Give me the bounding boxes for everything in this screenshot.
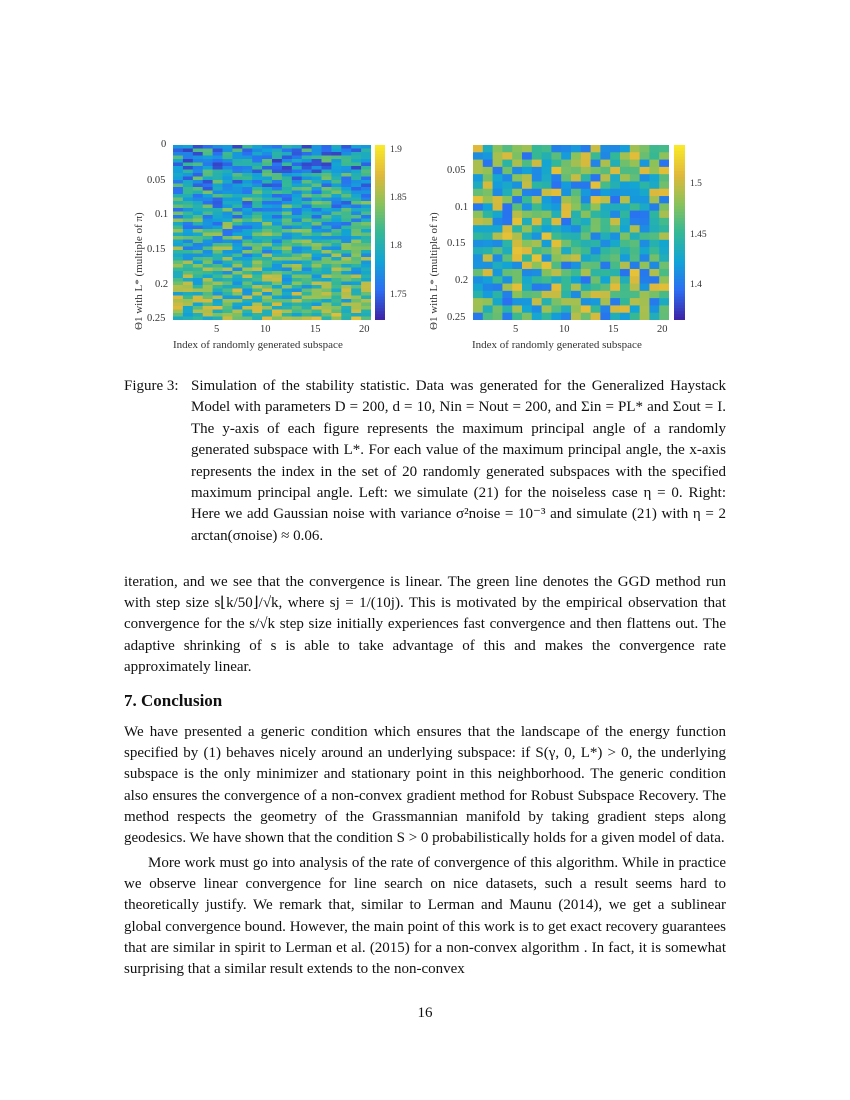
body-paragraph: We have presented a generic condition which ensures that the landscape of the energy function specified by (1) behaves nicely around an underlying subspace: if S(γ, 0, L*) > 0, the underlying subspace is the only minimizer and stationary point in this neighborhood. The generic condition also ensures the convergence of a non-convex gradient method for Robust Subspace Recovery. The method respects the geometry of the Grassmannian manifold by taking gradient steps along geodesics. We have shown that the condition S > 0 probabilistically holds for a given model of data. — [124, 724, 726, 847]
right-y-tick: 0.05 — [447, 165, 466, 176]
left-colorbar-tick: 1.8 — [390, 241, 402, 251]
left-colorbar-tick: 1.75 — [390, 290, 407, 300]
left-x-tick: 10 — [260, 324, 271, 335]
figure-caption-label: Figure 3: — [124, 378, 179, 394]
left-heatmap — [173, 145, 371, 320]
left-colorbar-tick: 1.9 — [390, 145, 402, 155]
right-colorbar-tick: 1.45 — [690, 230, 707, 240]
right-colorbar — [674, 145, 685, 320]
left-colorbar — [375, 145, 385, 320]
right-y-tick: 0.25 — [447, 312, 466, 323]
left-x-tick: 5 — [214, 324, 220, 335]
right-colorbar-tick: 1.4 — [690, 280, 702, 290]
figure-caption — [124, 376, 726, 547]
right-heatmap — [473, 145, 669, 320]
right-x-tick: 15 — [608, 324, 619, 335]
left-y-tick: 0 — [161, 139, 167, 150]
figure-caption-text: Simulation of the stability statistic. Data was generated for the Generalized Haystack Model with parameters D = 200, d = 10, Nin = Nout = 200, and Σin = PL* and Σout = I. The y-axis of each figure represents the maximum principal angle of a randomly generated subspace with L*. For each value of the maximum principal angle, the x-axis represents the index in the set of 20 randomly generated subspaces with the specified maximum principal angle. Left: we simulate (21) for the noiseless case η = 0. Right: Here we add Gaussian noise with variance σ²noise = 10⁻³ and simulate (21) with η = 2 arctan(σnoise) ≈ 0.06. — [191, 378, 726, 544]
left-y-tick: 0.2 — [155, 279, 169, 290]
left-y-tick: 0.05 — [147, 175, 166, 186]
right-x-axis-label: Index of randomly generated subspace — [472, 339, 642, 351]
right-y-tick: 0.15 — [447, 238, 466, 249]
right-y-axis-label: Θ1 with L* (multiple of π) — [428, 212, 440, 330]
right-colorbar-tick: 1.5 — [690, 179, 702, 189]
right-y-tick: 0.2 — [455, 275, 469, 286]
left-x-axis-label: Index of randomly generated subspace — [173, 339, 343, 351]
right-x-tick: 10 — [559, 324, 570, 335]
body-paragraph: iteration, and we see that the convergence is linear. The green line denotes the GGD method run with step size s⌊k/50⌋/√k, where sj = 1/(10j). This is motivated by the empirical observation that convergence for the s/√k step size initially experiences fast convergence and then flattens out. The adaptive shrinking of s is able to take advantage of this and makes the convergence rate approximately linear. — [124, 574, 726, 675]
left-y-axis-label: Θ1 with L* (multiple of π) — [133, 212, 145, 330]
right-x-tick: 20 — [657, 324, 668, 335]
page-number: 16 — [417, 1005, 433, 1021]
right-x-tick: 5 — [513, 324, 519, 335]
left-y-tick: 0.15 — [147, 244, 166, 255]
left-colorbar-tick: 1.85 — [390, 193, 407, 203]
right-y-tick: 0.1 — [455, 202, 469, 213]
left-y-tick: 0.25 — [147, 313, 166, 324]
left-x-tick: 20 — [359, 324, 370, 335]
section-heading: 7. Conclusion — [124, 691, 223, 710]
left-y-tick: 0.1 — [155, 209, 169, 220]
left-x-tick: 15 — [310, 324, 321, 335]
body-paragraph: More work must go into analysis of the rate of convergence of this algorithm. While in practice we observe linear convergence for line search on nice datasets, such a result seems hard to theoretically justify. We remark that, similar to Lerman and Maunu (2014), we get a sublinear global convergence bound. However, the main point of this work is to get exact recovery guarantees that are similar in spirit to Lerman et al. (2015) for a non-convex algorithm . In fact, it is somewhat surprising that a similar result extends to the non-convex — [124, 855, 726, 978]
